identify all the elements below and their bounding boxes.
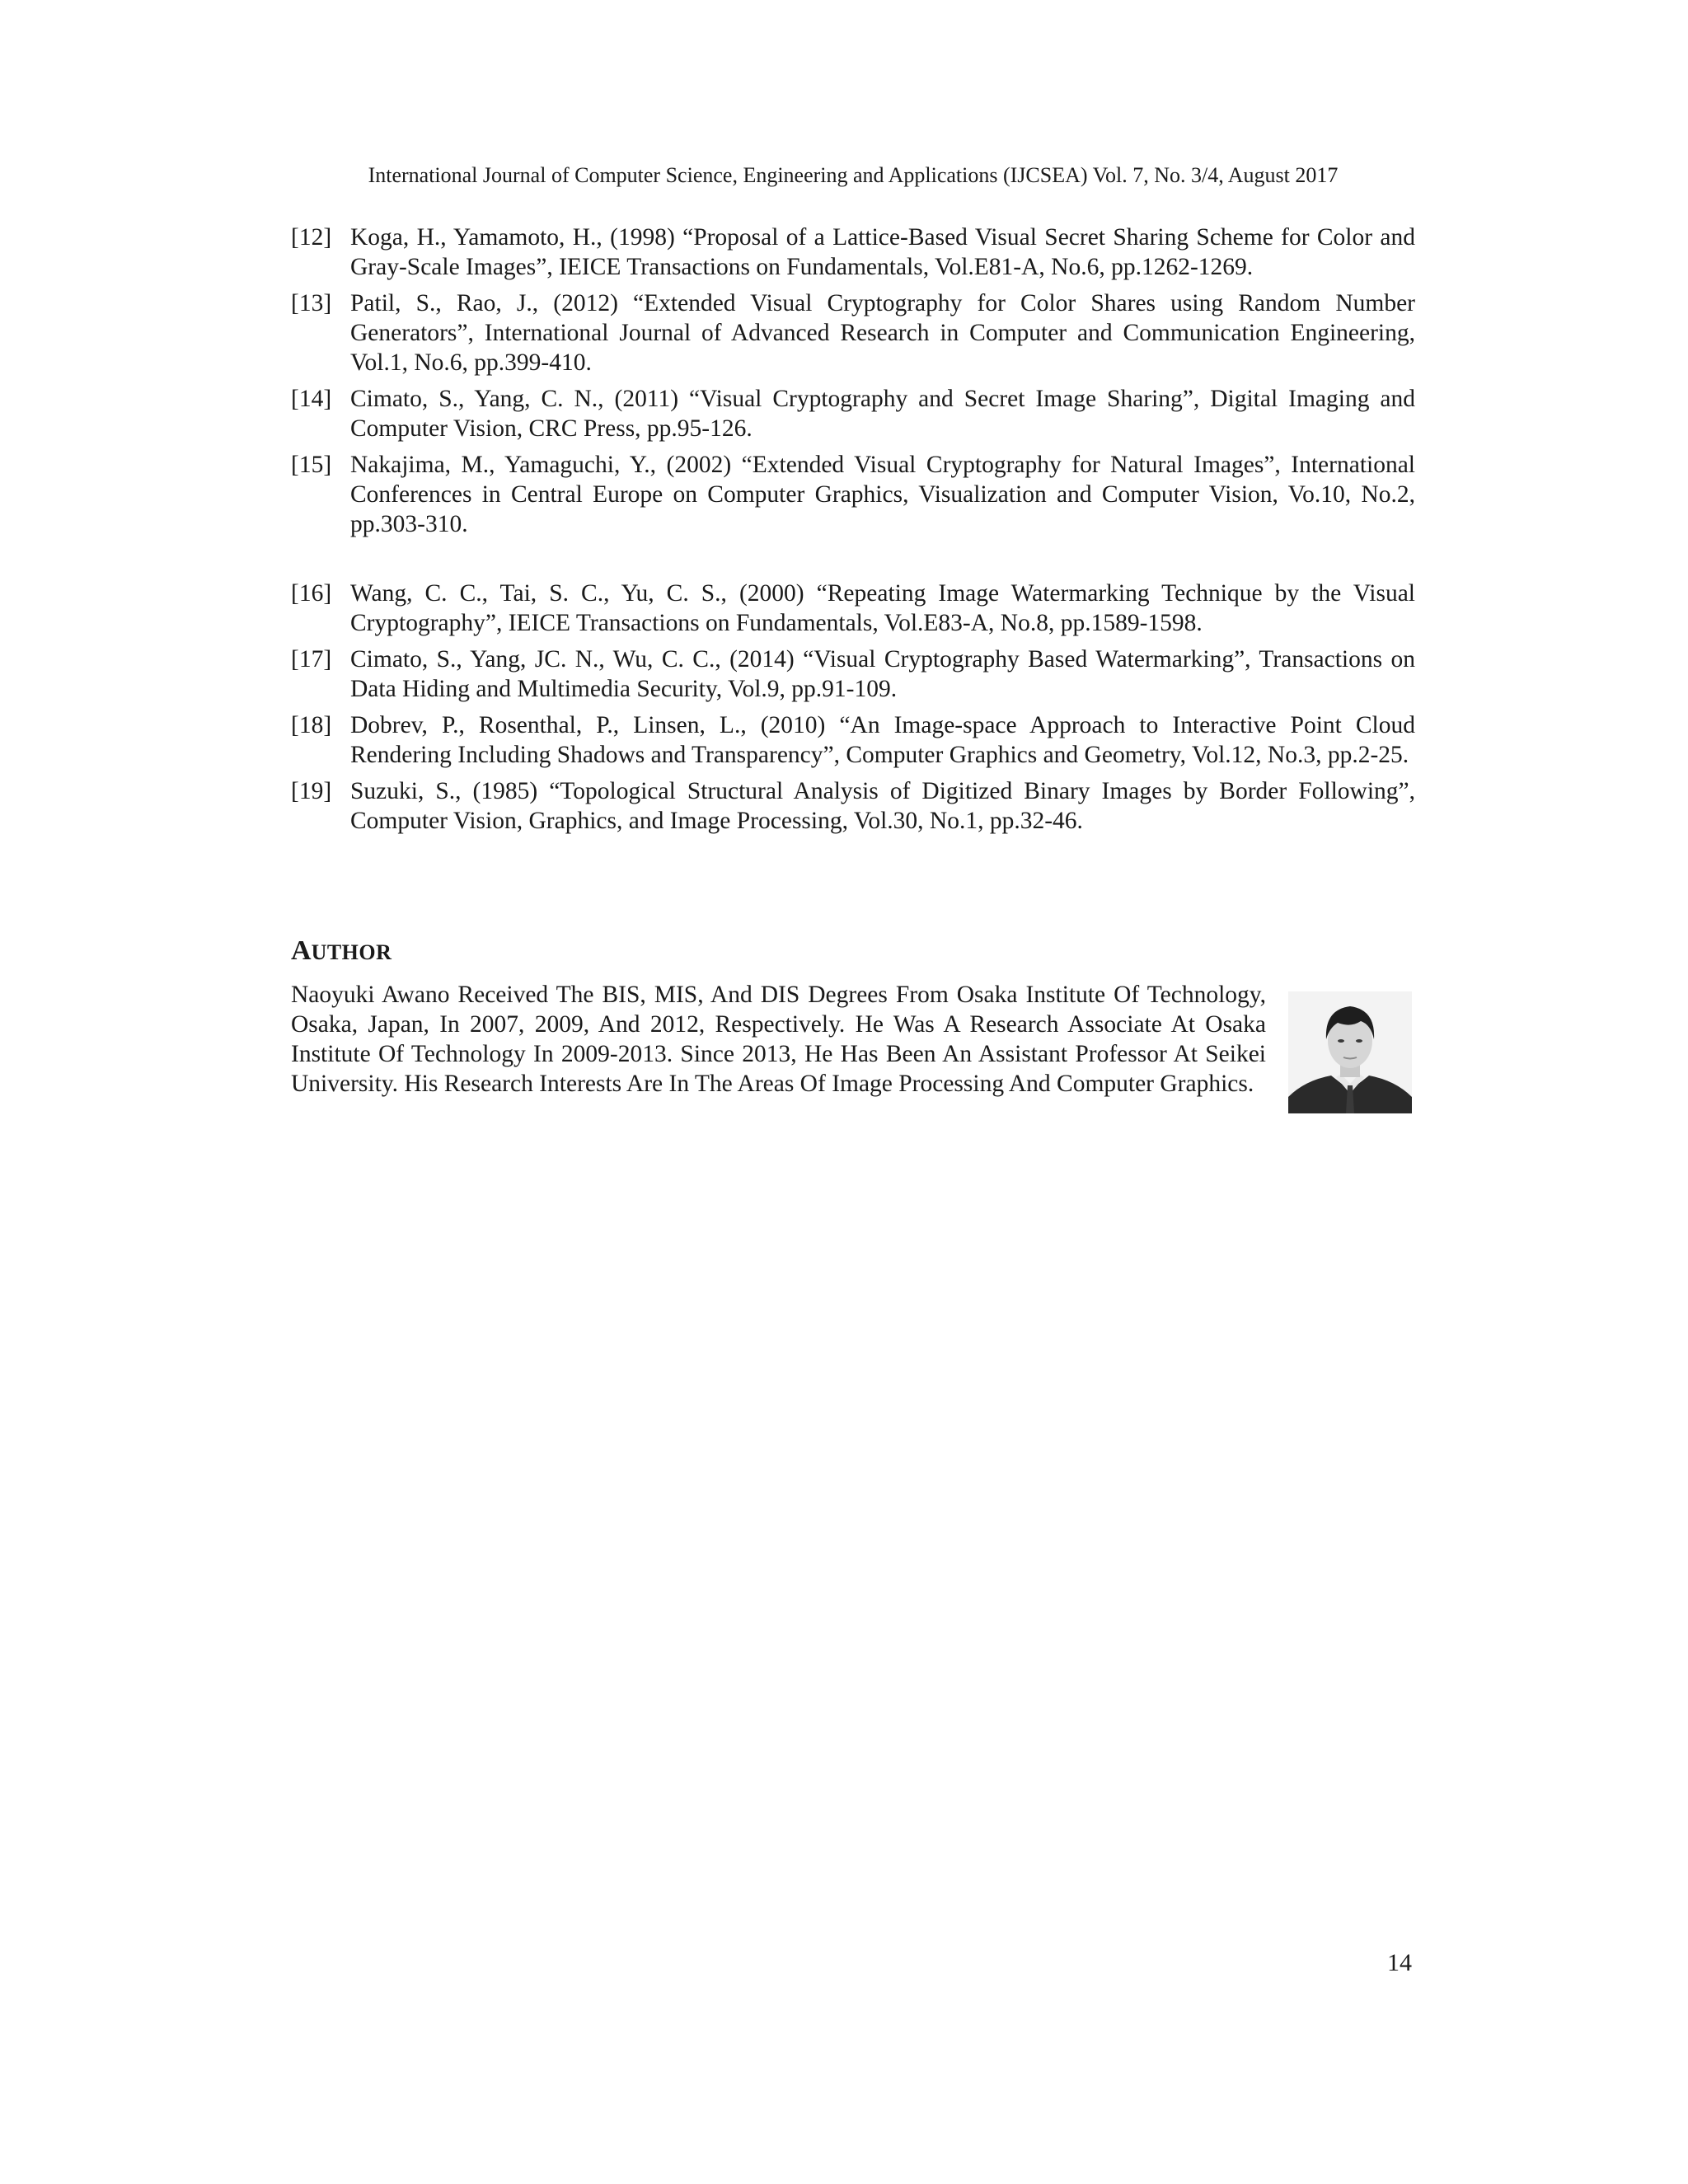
reference-number: [12] (291, 224, 332, 251)
reference-item (291, 288, 1415, 377)
reference-text: Koga, H., Yamamoto, H., (1998) “Proposal of a Lattice-Based Visual Secret Sharing Scheme for Color and Gray-Scale Images”, IEICE Transactions on Fundamentals, Vol.E81-A, No.6, pp.1262-1269. (350, 224, 1415, 280)
reference-item (291, 710, 1415, 770)
reference-item (291, 450, 1415, 539)
reference-text: Wang, C. C., Tai, S. C., Yu, C. S., (2000) “Repeating Image Watermarking Technique by the Visual Cryptography”, IEICE Transactions on Fundamentals, Vol.E83-A, No.8, pp.1589-1598. (350, 580, 1415, 636)
heading-small-caps: UTHOR (311, 940, 392, 964)
reference-item (291, 776, 1415, 836)
reference-number: [16] (291, 580, 332, 607)
reference-text: Cimato, S., Yang, JC. N., Wu, C. C., (2014) “Visual Cryptography Based Watermarking”, Transactions on Data Hiding and Multimedia Security, Vol.9, pp.91-109. (350, 646, 1415, 702)
reference-number: [17] (291, 646, 332, 673)
reference-number: [15] (291, 452, 332, 478)
reference-text: Cimato, S., Yang, C. N., (2011) “Visual Cryptography and Secret Image Sharing”, Digital Imaging and Computer Vision, CRC Press, pp.95-126. (350, 386, 1415, 442)
reference-item (291, 384, 1415, 443)
author-portrait-image (1288, 991, 1412, 1113)
reference-text: Patil, S., Rao, J., (2012) “Extended Visual Cryptography for Color Shares using Random Number Generators”, International Journal of Advanced Research in Computer and Communication Engineering, Vol.1, No.6, pp.399-410. (350, 290, 1415, 376)
reference-item (291, 579, 1415, 638)
reference-number: [13] (291, 290, 332, 316)
reference-list (291, 223, 1415, 842)
reference-item (291, 644, 1415, 704)
reference-text: Nakajima, M., Yamaguchi, Y., (2002) “Extended Visual Cryptography for Natural Images”, International Conferences in Central Europe on Computer Graphics, Visualization and Computer Vision, Vo.10, No.2, pp.303-310. (350, 452, 1415, 537)
journal-running-header: International Journal of Computer Science, Engineering and Applications (IJCSEA) Vol. 7, No. 3/4, August 2017 (368, 163, 1339, 187)
author-biography: Naoyuki Awano Received The BIS, MIS, And DIS Degrees From Osaka Institute Of Technology, Osaka, Japan, In 2007, 2009, And 2012, Respectively. He Was A Research Associate At Osaka Institute Of Technology In 2009-2013. Since 2013, He Has Been An Assistant Professor At Seikei University. His Research Interests Are In The Areas Of Image Processing And Computer Graphics. (291, 982, 1266, 1097)
reference-item (291, 223, 1415, 282)
reference-number: [18] (291, 712, 332, 738)
reference-text: Suzuki, S., (1985) “Topological Structural Analysis of Digitized Binary Images by Border Following”, Computer Vision, Graphics, and Image Processing, Vol.30, No.1, pp.32-46. (350, 778, 1415, 834)
author-section-heading (291, 935, 392, 969)
reference-number: [19] (291, 778, 332, 804)
author-photo (1288, 991, 1412, 1113)
reference-text: Dobrev, P., Rosenthal, P., Linsen, L., (2010) “An Image-space Approach to Interactive Point Cloud Rendering Including Shadows and Transparency”, Computer Graphics and Geometry, Vol.12, No.3, pp.2-25. (350, 712, 1415, 768)
heading-initial: A (291, 935, 312, 966)
reference-number: [14] (291, 386, 332, 412)
page-number: 14 (1387, 1949, 1412, 1976)
